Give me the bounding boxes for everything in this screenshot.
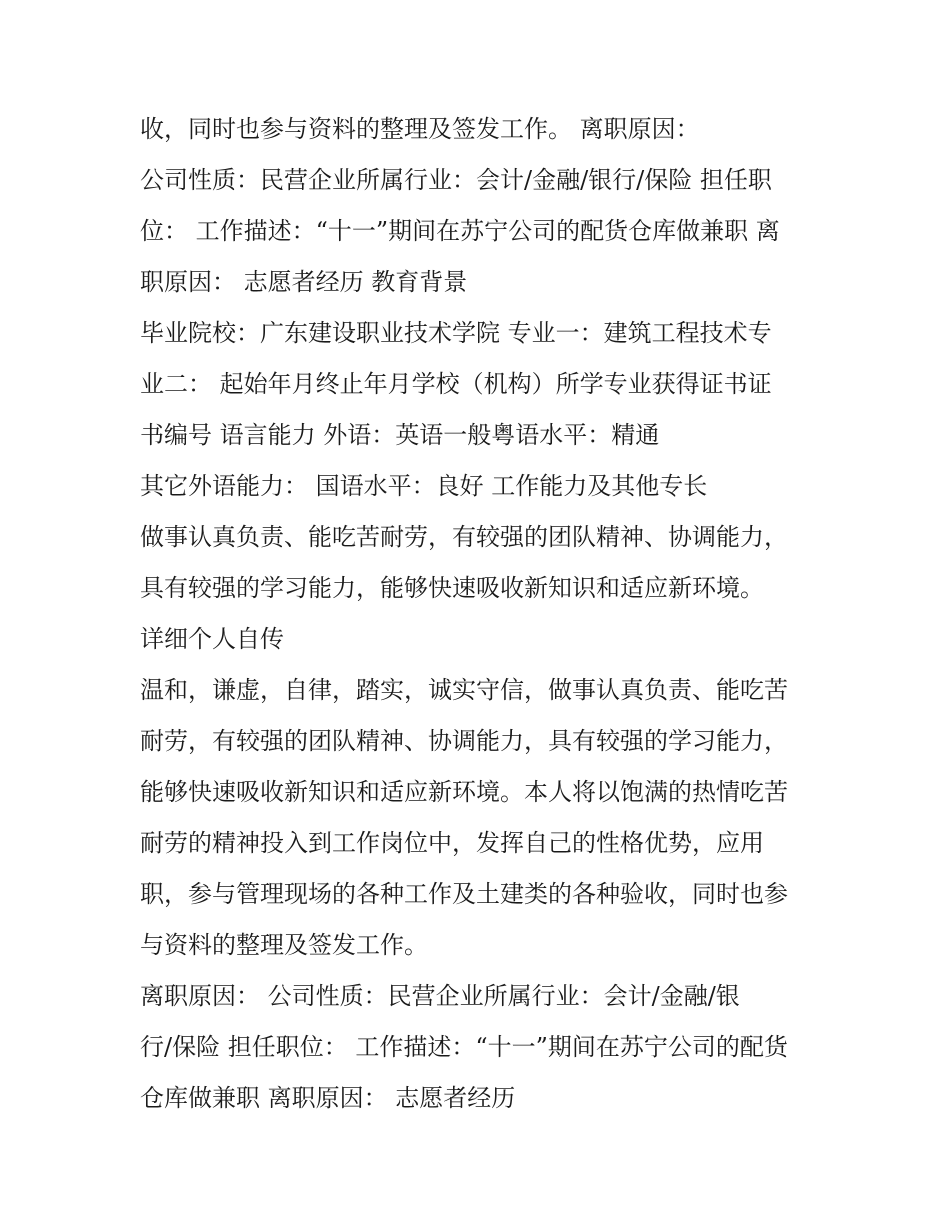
text-line: 位： 工作描述：“十一”期间在苏宁公司的配货仓库做兼职 离 (140, 217, 780, 245)
text-line: 具有较强的学习能力，能够快速吸收新知识和适应新环境。 (140, 574, 764, 602)
text-line: 行/保险 担任职位： 工作描述：“十一”期间在苏宁公司的配货 (140, 1033, 788, 1061)
text-line: 耐劳的精神投入到工作岗位中，发挥自己的性格优势，应用 (140, 829, 764, 857)
text-line: 耐劳，有较强的团队精神、协调能力，具有较强的学习能力， (140, 727, 788, 755)
text-line: 能够快速吸收新知识和适应新环境。本人将以饱满的热情吃苦 (140, 778, 788, 806)
text-line: 其它外语能力： 国语水平：良好 工作能力及其他专长 (140, 472, 708, 500)
text-line: 与资料的整理及签发工作。 (140, 931, 428, 959)
text-line: 做事认真负责、能吃苦耐劳，有较强的团队精神、协调能力， (140, 523, 788, 551)
text-line: 仓库做兼职 离职原因： 志愿者经历 (140, 1084, 516, 1112)
text-line: 书编号 语言能力 外语：英语一般粤语水平：精通 (140, 421, 660, 449)
text-line: 离职原因： 公司性质：民营企业所属行业：会计/金融/银 (140, 982, 740, 1010)
text-line: 毕业院校：广东建设职业技术学院 专业一：建筑工程技术专 (140, 319, 772, 347)
text-line: 职原因： 志愿者经历 教育背景 (140, 268, 468, 296)
document-body (140, 104, 830, 1124)
text-line: 职，参与管理现场的各种工作及土建类的各种验收，同时也参 (140, 880, 788, 908)
text-line: 公司性质：民营企业所属行业：会计/金融/银行/保险 担任职 (140, 166, 772, 194)
text-line: 收，同时也参与资料的整理及签发工作。 离职原因： (140, 115, 700, 143)
section-heading: 详细个人自传 (140, 625, 284, 653)
text-line: 业二： 起始年月终止年月学校（机构）所学专业获得证书证 (140, 370, 772, 398)
text-line: 温和，谦虚，自律，踏实，诚实守信，做事认真负责、能吃苦 (140, 676, 788, 704)
